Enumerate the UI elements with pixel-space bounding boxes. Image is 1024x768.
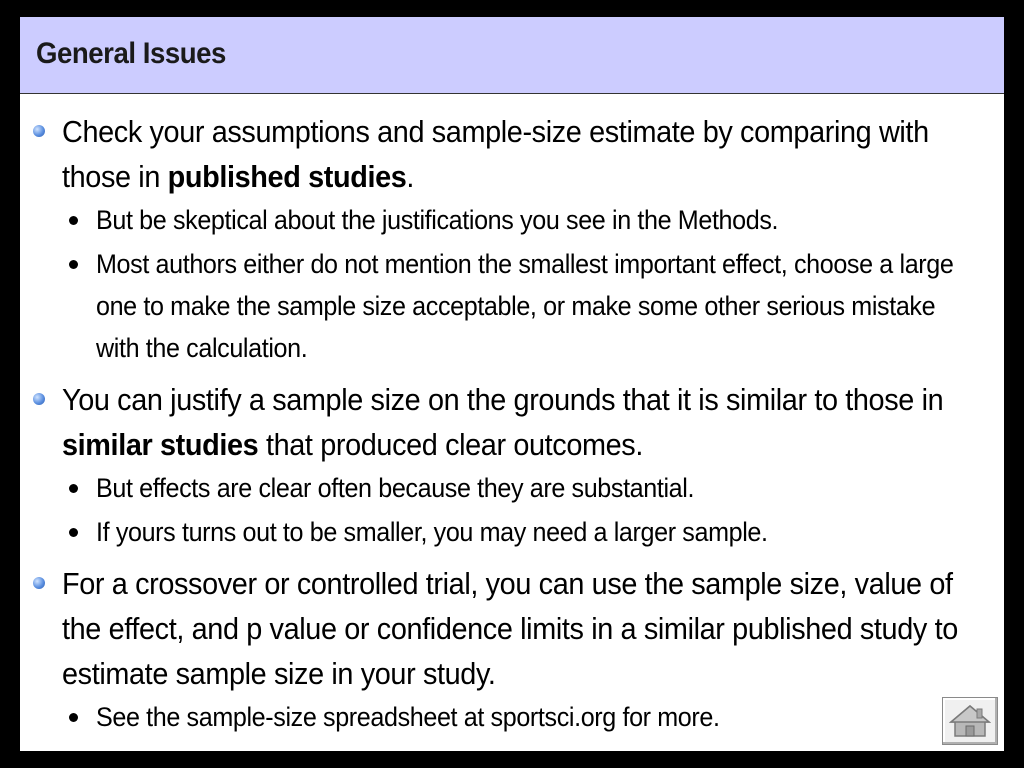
sub-bullet-dot-icon <box>69 713 78 722</box>
emphasis-text: similar studies <box>62 427 259 462</box>
title-bar <box>20 17 1004 94</box>
sub-bullet-text: But effects are clear often because they are substantial. <box>96 473 695 503</box>
bullet-item <box>20 377 1004 467</box>
sub-bullet-dot-icon <box>69 484 78 493</box>
bullet-item <box>20 109 1004 199</box>
bullet-dot-icon <box>33 125 45 137</box>
slide-title: General Issues <box>36 37 226 70</box>
sub-bullet-dot-icon <box>69 216 78 225</box>
emphasis-text: published studies <box>167 159 407 194</box>
sub-bullet-text: Most authors either do not mention the smallest important effect, choose a large one to make the sample size acceptable, or make some other serious mistake with the calculation. <box>96 249 954 363</box>
bullet-dot-icon <box>33 393 45 405</box>
slide <box>20 17 1004 751</box>
sub-bullet-text: But be skeptical about the justifications you see in the Methods. <box>96 205 779 235</box>
sub-bullet-dot-icon <box>69 528 78 537</box>
home-icon <box>943 698 997 744</box>
bullet-item <box>20 561 1004 696</box>
sub-bullet-text: See the sample-size spreadsheet at sportsci.org for more. <box>96 702 720 732</box>
slide-content <box>20 109 1004 738</box>
bullet-text: You can justify a sample size on the grounds that it is similar to those in similar studies that produced clear outcomes. <box>62 382 944 462</box>
bullet-text: For a crossover or controlled trial, you can use the sample size, value of the effect, and p value or confidence limits in a similar published study to estimate sample size in your study. <box>62 566 958 691</box>
sub-bullet-item <box>20 199 1004 241</box>
bullet-dot-icon <box>33 577 45 589</box>
sub-bullet-item <box>20 243 1004 369</box>
sub-bullet-item <box>20 511 1004 553</box>
sub-bullet-dot-icon <box>69 260 78 269</box>
bullet-text: Check your assumptions and sample-size estimate by comparing with those in published studies. <box>62 114 929 194</box>
home-button[interactable] <box>942 697 998 745</box>
sub-bullet-item <box>20 696 1004 738</box>
sub-bullet-item <box>20 467 1004 509</box>
sub-bullet-text: If yours turns out to be smaller, you may need a larger sample. <box>96 517 768 547</box>
